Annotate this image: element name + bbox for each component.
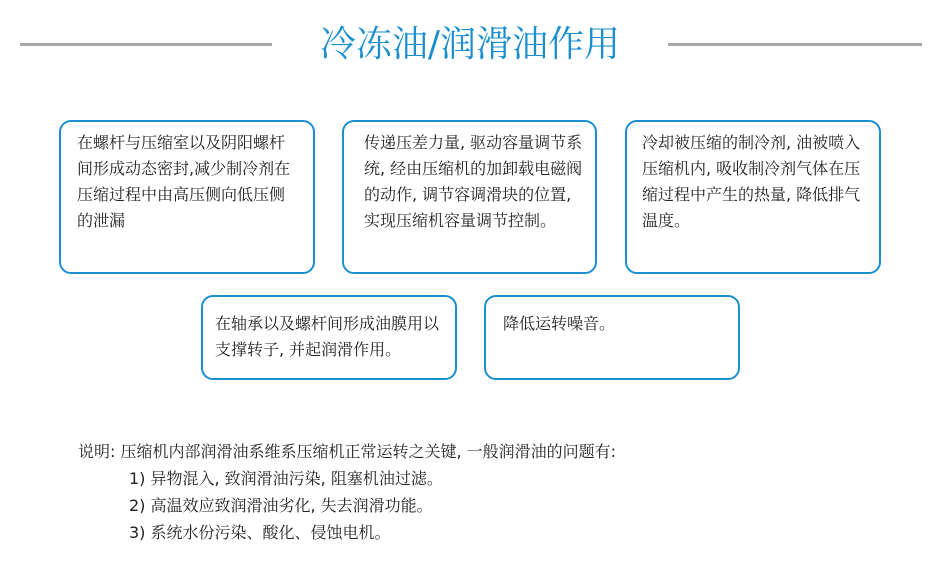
function-card-noise-reduction [484, 295, 740, 380]
function-card-lubrication [201, 295, 457, 380]
notes-item: 3) 系统水份污染、酸化、侵蚀电机。 [129, 523, 391, 542]
notes-item: 1) 异物混入, 致润滑油污染, 阻塞机油过滤。 [129, 469, 443, 488]
card-text: 在螺杆与压缩室以及阴阳螺杆间形成动态密封,减少制冷剂在压缩过程中由高压侧向低压侧的泄漏 [77, 133, 291, 230]
card-text: 降低运转噪音。 [503, 314, 616, 333]
function-card-sealing [59, 120, 315, 274]
notes-list [78, 465, 616, 546]
notes-item: 2) 高温效应致润滑油劣化, 失去润滑功能。 [129, 496, 433, 515]
title-divider-right [668, 43, 922, 46]
card-text: 传递压差力量, 驱动容量调节系统, 经由压缩机的加卸载电磁阀的动作, 调节容调滑块的位置, 实现压缩机容量调节控制。 [364, 133, 583, 230]
notes-intro: 说明: 压缩机内部润滑油系维系压缩机正常运转之关键, 一般润滑油的问题有: [78, 442, 617, 461]
title-divider-left [20, 43, 272, 46]
notes-section [78, 438, 616, 546]
card-text: 在轴承以及螺杆间形成油膜用以支撑转子, 并起润滑作用。 [215, 314, 440, 359]
function-card-cooling [625, 120, 881, 274]
function-card-capacity-control [342, 120, 597, 274]
card-text: 冷却被压缩的制冷剂, 油被喷入压缩机内, 吸收制冷剂气体在压缩过程中产生的热量, 降低排气温度。 [642, 133, 861, 230]
page-title: 冷冻油/润滑油作用 [319, 24, 621, 65]
